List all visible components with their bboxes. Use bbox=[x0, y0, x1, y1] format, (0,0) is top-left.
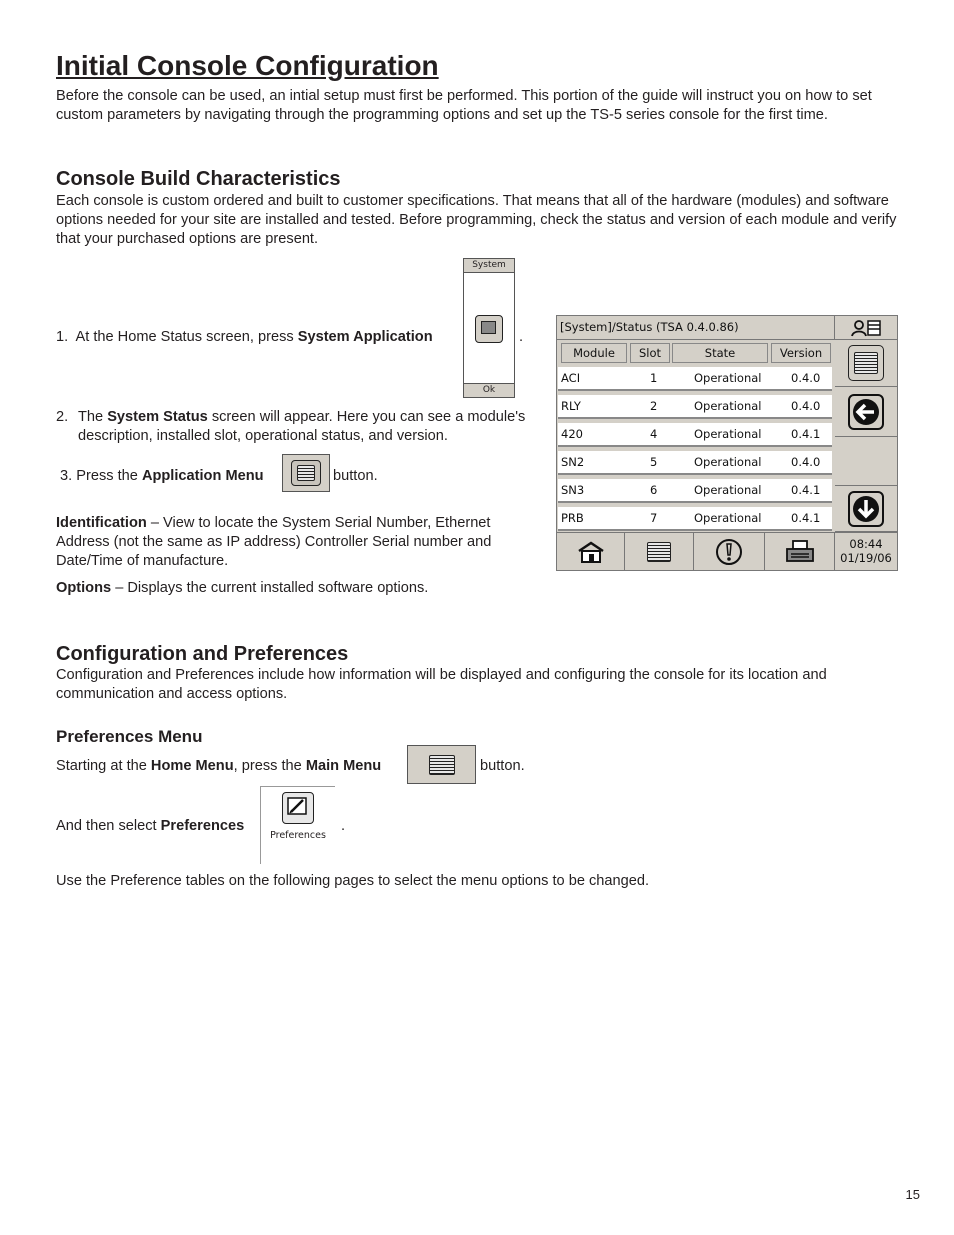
system-label: System bbox=[464, 259, 514, 273]
main-menu-button[interactable] bbox=[625, 532, 694, 570]
print-button[interactable] bbox=[765, 532, 835, 570]
table-row[interactable]: 420 4 Operational 0.4.1 bbox=[558, 423, 832, 447]
preferences-menu-heading: Preferences Menu bbox=[56, 727, 203, 746]
blank-side-button[interactable] bbox=[835, 437, 897, 486]
step-1-period: . bbox=[519, 329, 524, 345]
home-button[interactable] bbox=[557, 532, 625, 570]
system-status-screen bbox=[556, 315, 898, 571]
step-1: 1. At the Home Status screen, press System Application bbox=[56, 329, 433, 345]
date-text: 01/19/06 bbox=[840, 551, 892, 565]
user-list-icon bbox=[850, 319, 882, 337]
user-list-button[interactable] bbox=[835, 316, 897, 340]
clock-display bbox=[835, 532, 897, 570]
table-row[interactable]: RLY 2 Operational 0.4.0 bbox=[558, 395, 832, 419]
table-row[interactable]: SN3 6 Operational 0.4.1 bbox=[558, 479, 832, 503]
build-paragraph: Each console is custom ordered and built to customer specifications. That means that all of the hardware (modules) and software options needed for your site are installed and tested. Before programming, check the status and version of each module and verify that your purchased options are present. bbox=[56, 193, 897, 247]
alarm-icon bbox=[714, 537, 744, 567]
back-button[interactable] bbox=[835, 387, 897, 437]
step-3-suffix: button. bbox=[333, 468, 378, 484]
side-menu-button[interactable] bbox=[835, 340, 897, 387]
alarm-button[interactable] bbox=[694, 532, 765, 570]
closing-paragraph: Use the Preference tables on the following pages to select the menu options to be changed. bbox=[56, 873, 650, 889]
preferences-period: . bbox=[341, 818, 346, 834]
back-arrow-icon bbox=[847, 393, 885, 431]
scroll-down-button[interactable] bbox=[835, 486, 897, 532]
preferences-button[interactable] bbox=[260, 786, 335, 864]
page-number: 15 bbox=[905, 1187, 920, 1202]
col-slot[interactable]: Slot bbox=[630, 343, 670, 363]
step-2: 2. The System Status screen will appear. Here you can see a module's description, installed slot, operational status, and version. bbox=[56, 409, 526, 444]
build-heading: Console Build Characteristics bbox=[56, 168, 341, 190]
home-icon bbox=[576, 540, 606, 564]
main-menu-instruction: Starting at the Home Menu, press the Main Menu bbox=[56, 758, 382, 774]
preferences-icon-label: Preferences bbox=[270, 830, 326, 841]
main-menu-button-image[interactable] bbox=[407, 745, 476, 784]
table-row[interactable]: ACI 1 Operational 0.4.0 bbox=[558, 367, 832, 391]
menu-list-icon bbox=[297, 465, 315, 481]
preferences-icon bbox=[282, 792, 314, 824]
main-menu-suffix: button. bbox=[480, 758, 525, 774]
screen-title: [System]/Status (TSA 0.4.0.86) bbox=[557, 316, 835, 340]
table-row[interactable]: SN2 5 Operational 0.4.0 bbox=[558, 451, 832, 475]
col-module[interactable]: Module bbox=[561, 343, 627, 363]
system-monitor-icon bbox=[475, 315, 503, 343]
system-application-button[interactable] bbox=[463, 258, 515, 398]
application-menu-button[interactable] bbox=[282, 454, 330, 492]
table-row[interactable]: PRB 7 Operational 0.4.1 bbox=[558, 507, 832, 531]
page-title: Initial Console Configuration bbox=[56, 50, 439, 81]
ok-label: Ok bbox=[464, 383, 514, 397]
down-arrow-icon bbox=[847, 490, 885, 528]
intro-paragraph: Before the console can be used, an intial setup must first be performed. This portion of the guide will instruct you on how to set custom parameters by navigating through the programming options and set up the TS-5 series console for the first time. bbox=[56, 88, 872, 123]
printer-icon bbox=[784, 539, 816, 565]
step-3: 3. Press the Application Menu bbox=[60, 468, 264, 484]
options-text: Options – Displays the current installed software options. bbox=[56, 580, 429, 596]
config-heading: Configuration and Preferences bbox=[56, 643, 349, 665]
config-paragraph: Configuration and Preferences include how information will be displayed and configuring the console for its location and communication and access options. bbox=[56, 667, 827, 702]
menu-list-icon bbox=[854, 352, 878, 374]
identification-text: Identification – View to locate the System Serial Number, Ethernet Address (not the same as IP address) Controller Serial number and Date/Time of manufacture. bbox=[56, 515, 492, 569]
menu-list-icon bbox=[647, 542, 671, 562]
preferences-instruction: And then select Preferences bbox=[56, 818, 245, 834]
time-text: 08:44 bbox=[849, 537, 883, 551]
col-version[interactable]: Version bbox=[771, 343, 831, 363]
col-state[interactable]: State bbox=[672, 343, 768, 363]
menu-list-icon bbox=[429, 755, 455, 775]
